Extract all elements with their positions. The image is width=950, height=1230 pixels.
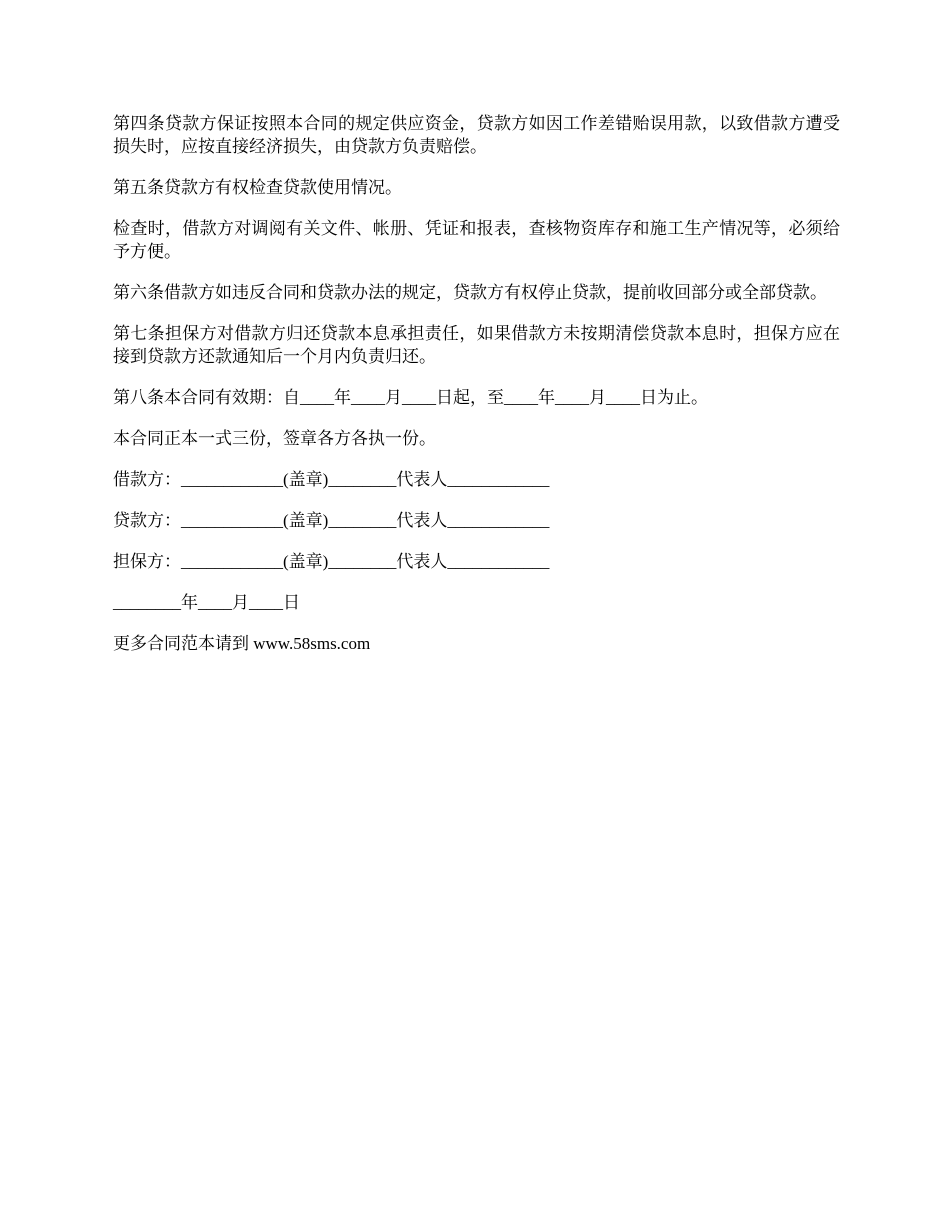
clause-4: 第四条贷款方保证按照本合同的规定供应资金，贷款方如因工作差错贻误用款，以致借款方遭受损失时，应按直接经济损失，由贷款方负责赔偿。 <box>113 114 840 156</box>
inspection-paragraph: 检查时，借款方对调阅有关文件、帐册、凭证和报表，查核物资库存和施工生产情况等，必须给予方便。 <box>113 219 840 261</box>
date-line: ________年____月____日 <box>113 593 300 612</box>
document-page <box>113 112 840 673</box>
clause-7: 第七条担保方对借款方归还贷款本息承担责任，如果借款方未按期清偿贷款本息时，担保方应在接到贷款方还款通知后一个月内负责归还。 <box>113 324 840 366</box>
clause-5: 第五条贷款方有权检查贷款使用情况。 <box>113 178 402 197</box>
copies-statement: 本合同正本一式三份，签章各方各执一份。 <box>113 429 436 448</box>
footer-link-text: 更多合同范本请到 www.58sms.com <box>113 634 371 653</box>
clause-8-validity: 第八条本合同有效期：自____年____月____日起，至____年____月____日为止。 <box>113 388 708 407</box>
lender-signature-line: 贷款方：____________(盖章)________代表人____________ <box>113 511 550 530</box>
borrower-signature-line: 借款方：____________(盖章)________代表人____________ <box>113 470 550 489</box>
clause-6: 第六条借款方如违反合同和贷款办法的规定，贷款方有权停止贷款，提前收回部分或全部贷款。 <box>113 283 827 302</box>
guarantor-signature-line: 担保方：____________(盖章)________代表人____________ <box>113 552 550 571</box>
